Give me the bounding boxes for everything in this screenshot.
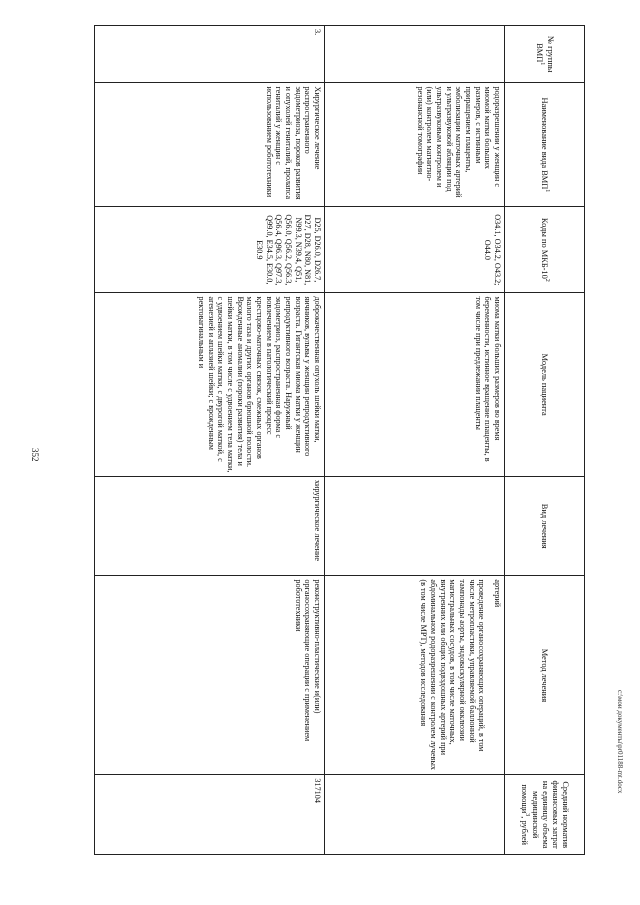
header-group-no: № группы ВМП$^1$ — [505, 26, 585, 83]
cell-group-no: 3. — [95, 26, 325, 83]
cell-cost — [325, 775, 505, 855]
header-vmp-name: Наименование вида ВМП$^1$ — [505, 83, 585, 207]
cell-treatment-type: хирургическое лечение — [95, 476, 325, 575]
header-treatment-method: Метод лечения — [505, 576, 585, 775]
header-patient-model: Модель пациента — [505, 293, 585, 476]
header-icd-codes: Коды по МКБ-$10^2$ — [505, 207, 585, 293]
footer-file-path — [616, 690, 624, 793]
cell-icd-codes: O34.1, O34.2, O43.2; O44.0 — [325, 207, 505, 293]
treatment-method-part-1: артерий — [493, 579, 502, 608]
table-row — [95, 26, 325, 855]
cell-vmp-name: родоразрешении у женщин с миомой матки больших размеров, с истинным приращением плаценты, эмболизации маточных артерий и ультразвуковой абляции под ультразвуковым контролем и (или) контролем магнитно-резонансной томографии — [325, 83, 505, 207]
table-row — [325, 26, 505, 855]
cell-treatment-method — [95, 576, 325, 775]
rotated-landscape-table — [90, 25, 585, 855]
header-treatment-type: Вид лечения — [505, 476, 585, 575]
cell-treatment-method — [325, 576, 505, 775]
header-cost: Средний норматив финансовых затрат на единицу объема медицинской помощи$^3$, рублей — [505, 775, 585, 855]
cell-cost: 317104 — [95, 775, 325, 855]
page-number — [30, 448, 40, 462]
cell-vmp-name: Хирургическое лечение распространенного эндометриоза, пороков развития и опухолей гениталий, пролапса гениталий у женщин с использованием робототехники — [95, 83, 325, 207]
cell-patient-model: миома матки больших размеров во время беременности, истинное вращение плаценты, в том числе при предлежании плаценты — [325, 293, 505, 476]
footer-file-path-text: c:\мои документы\pr01188-mt.docx — [616, 690, 624, 794]
page-number-text: 352 — [30, 448, 40, 462]
cell-patient-model: доброкачественная опухоль шейки матки, яичников, вульвы у женщин репродуктивного возраста. Гигантская миома матки у женщин репродуктивного возраста. Наружный эндометриоз, распространенная форма с вовлечением в патологический процесс крестцово-маточных связок, смежных органов малого таза и других органов брюшной полости. Врожденные аномалии (пороки развития) тела и шейки матки, в том числе с удвоением тела матки, с удвоением шейки матки, с двурогой маткой, с агенезией и аплазией шейки; с врожденным ректовагинальным и — [95, 293, 325, 476]
vmp-table — [94, 25, 585, 855]
treatment-method-part-1: реконструктивно-пластические и(или) органосохраняющие операции с применением робототехники — [293, 579, 322, 742]
cell-icd-codes: D25, D26.0, D26.7, D27, D28, N80, N81, N99.3, N39.4, Q51, Q56.0, Q56.2, Q56.3, Q56.4, Q96.3, Q97.3, Q99.0, E34.5, E30.0, E30.9 — [95, 207, 325, 293]
treatment-method-part-2: проведение органосохраняющих операций, в том числе метропластики, управляемой баллонной тампонады аорты, эндоваскулярной окклюзии магистральных сосудов, в том числе маточных, внутренних или общих подвздошных артерий при абдоминальном родоразрешении с контролем лучевых (в том числе МРТ), методов исследования — [419, 579, 487, 770]
cell-treatment-type — [325, 476, 505, 575]
cell-group-no — [325, 26, 505, 83]
table-header-row — [505, 26, 585, 855]
